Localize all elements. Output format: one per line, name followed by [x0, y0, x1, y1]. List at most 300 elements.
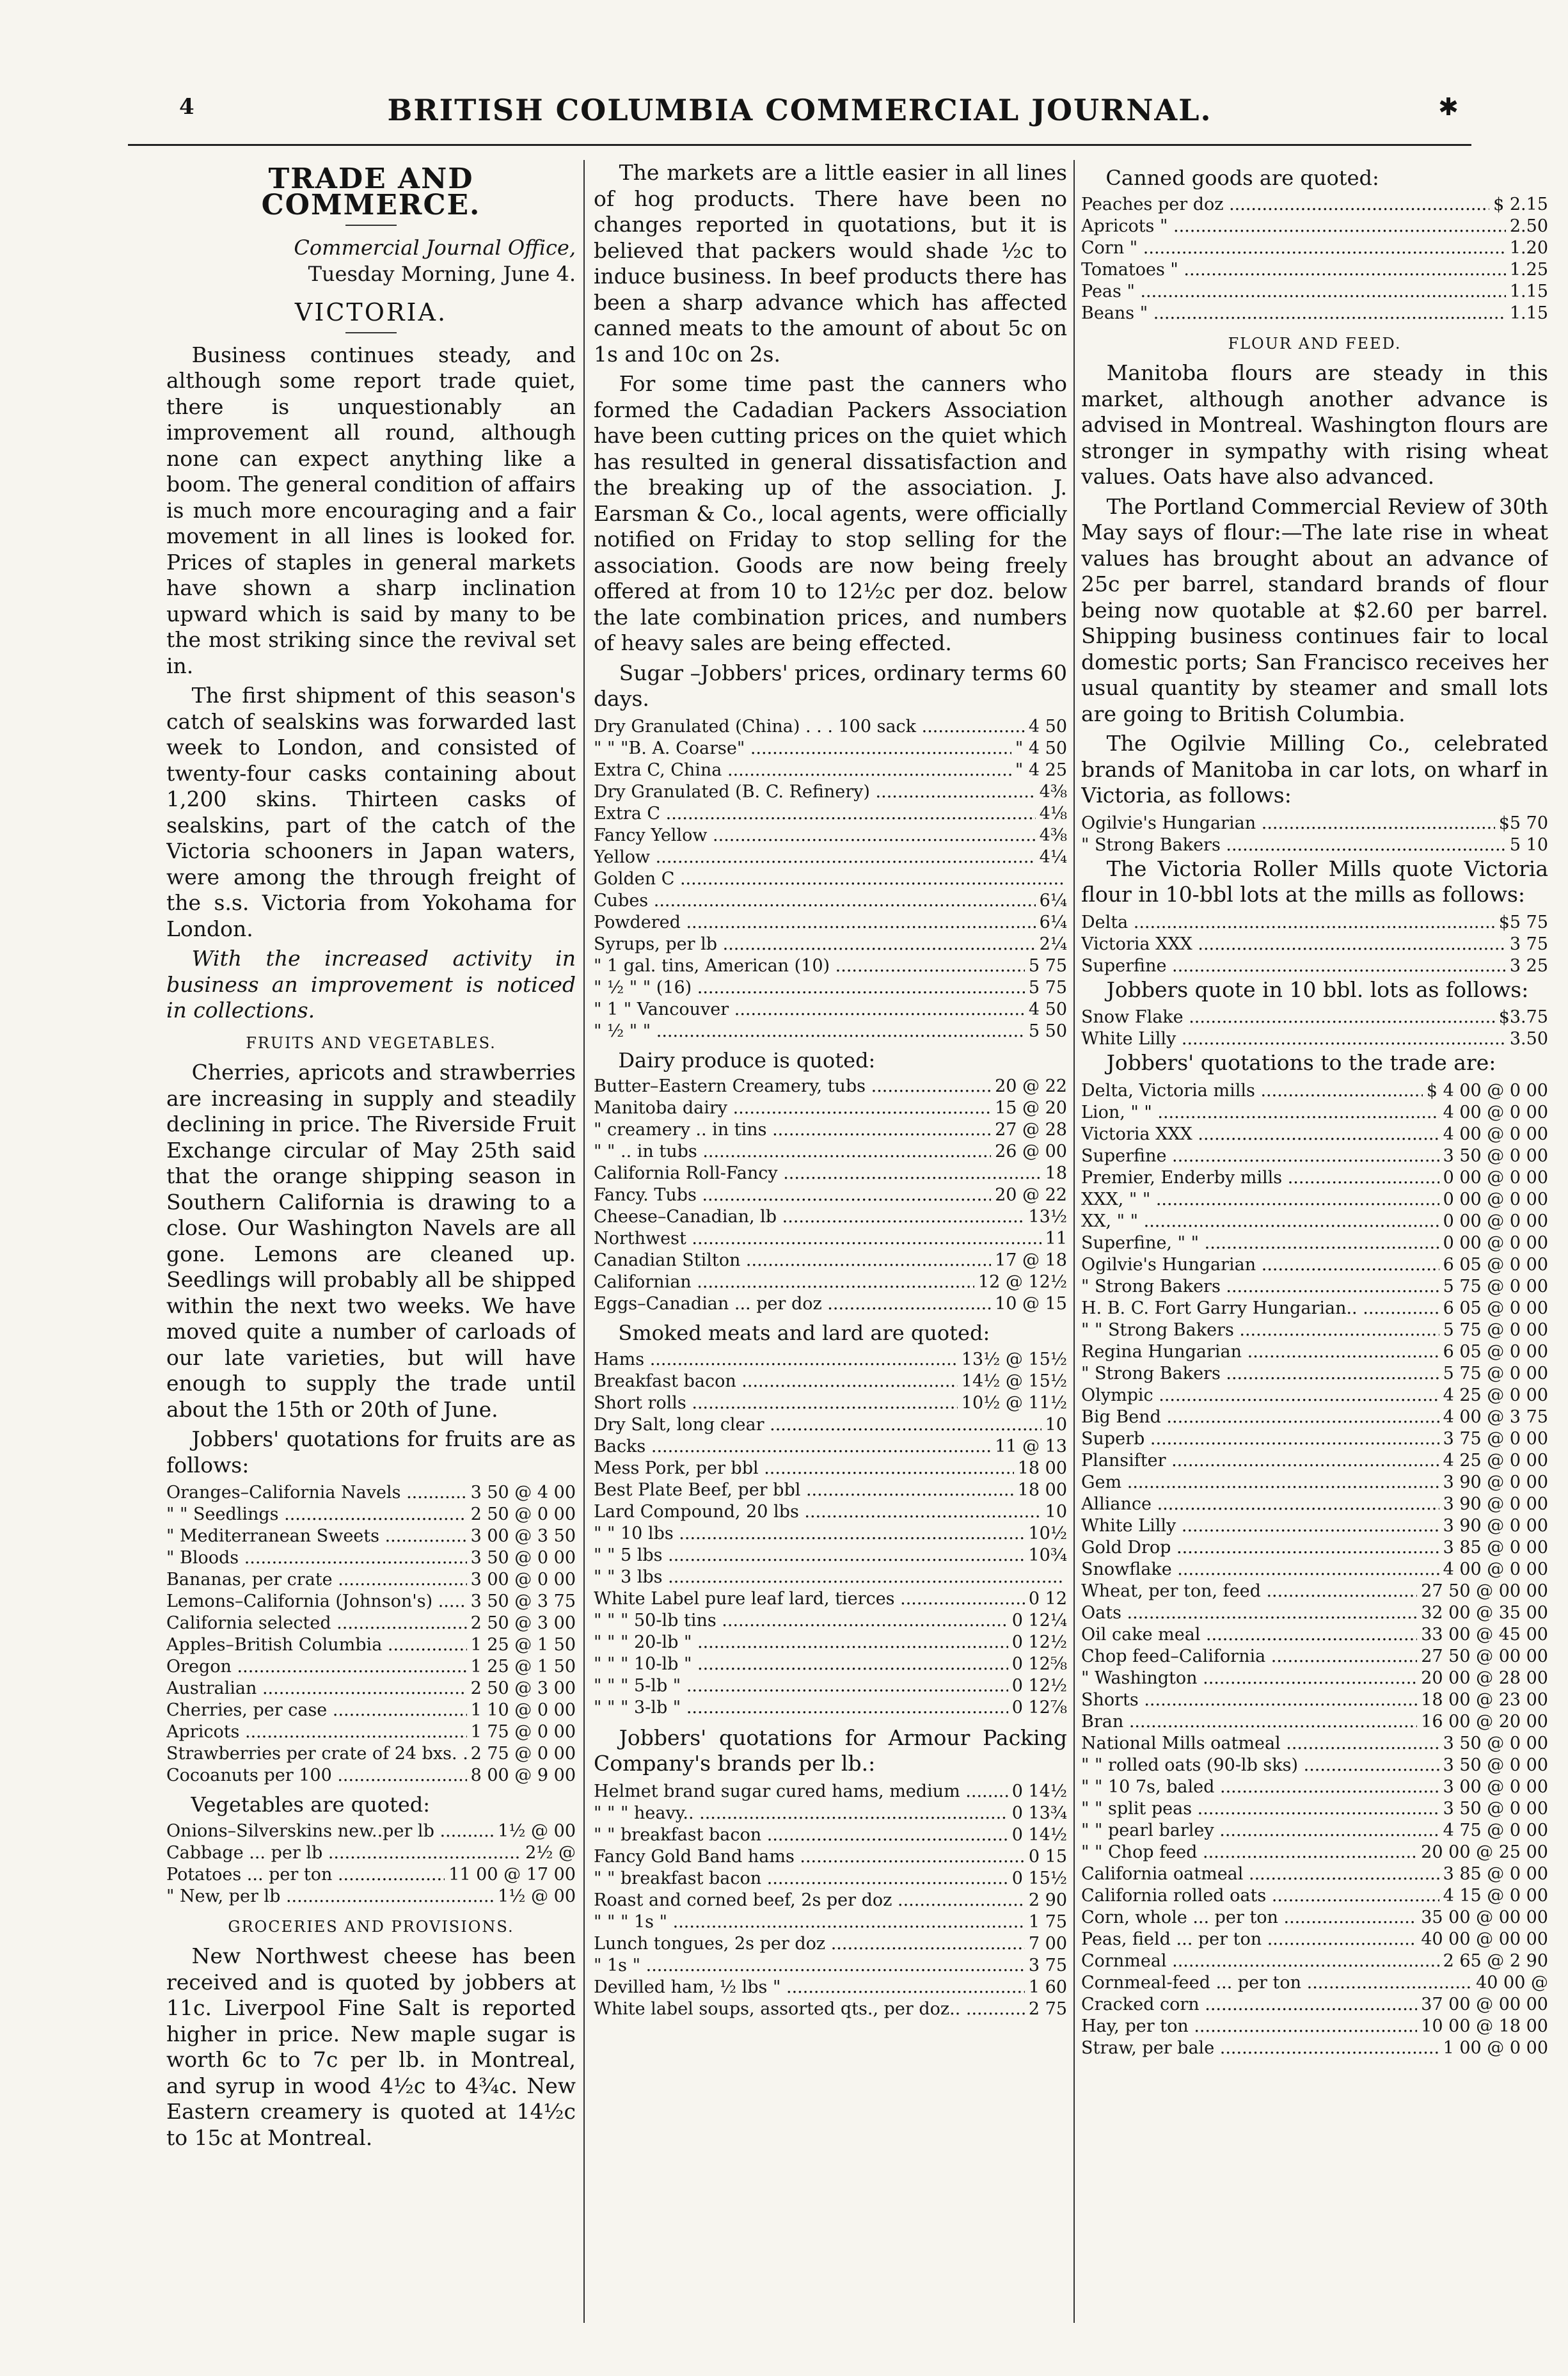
- price-row: [1081, 1515, 1548, 1537]
- item-price: 3 50 @ 0 00: [1443, 1733, 1548, 1753]
- price-row: [1081, 1189, 1548, 1211]
- item-label: Backs .....: [594, 1436, 991, 1458]
- price-row: [594, 1523, 1067, 1545]
- price-row: [1081, 1080, 1548, 1102]
- price-row: [1081, 1602, 1548, 1624]
- fruits-table: [166, 1482, 576, 1787]
- item-price: 1 25 @ 1 50: [470, 1635, 576, 1655]
- price-row: [166, 1569, 576, 1591]
- item-price: 40 00 @: [1476, 1972, 1548, 1993]
- item-price: 3 00 @ 0 00: [1443, 1776, 1548, 1797]
- item-price: 18 00: [1017, 1479, 1067, 1500]
- item-price: 6 05 @ 0 00: [1443, 1254, 1548, 1275]
- item-label: Victoria XXX .....: [1081, 1124, 1439, 1145]
- item-price: 5 75 @ 0 00: [1443, 1276, 1548, 1296]
- item-label: " " " 5-lb " .....: [594, 1675, 1008, 1697]
- item-price: 5 75 @ 0 00: [1443, 1320, 1548, 1340]
- item-price: 10½: [1028, 1523, 1067, 1543]
- item-price: 18: [1045, 1163, 1067, 1183]
- item-label: Cubes .....: [594, 890, 1036, 912]
- armour-table: [594, 1781, 1067, 2020]
- price-row: [166, 1700, 576, 1721]
- price-row: [594, 1293, 1067, 1315]
- item-label: Lard Compound, 20 lbs .....: [594, 1501, 1041, 1523]
- item-price: 2 90: [1028, 1890, 1067, 1910]
- price-row: [594, 1097, 1067, 1119]
- item-price: 3 75: [1028, 1955, 1067, 1975]
- paragraph-canners: For some time past the canners who formed the Cadadian Packers Association have been cutting prices on the quiet which has resulted in general dissatisfaction and the breaking up of the association. J. Earsman & Co., local agents, were officially notified on Friday to stop selling for the association. Goods are now being freely offered at from 10 to 12½c per doz. below the late combination prices, and numbers of heavy sales are being effected.: [594, 371, 1067, 655]
- item-price: 3.50: [1509, 1029, 1548, 1049]
- price-row: [594, 1163, 1067, 1184]
- price-row: [1081, 1363, 1548, 1385]
- item-price: 0 00 @ 0 00: [1443, 1189, 1548, 1209]
- item-price: 5 50: [1028, 1021, 1067, 1041]
- item-price: $ 2.15: [1493, 194, 1548, 214]
- item-label: Superfine .....: [1081, 955, 1506, 977]
- item-label: Delta .....: [1081, 912, 1495, 934]
- item-label: Dry Granulated (China) . . . 100 sack .....: [594, 716, 1025, 738]
- price-row: [1081, 1450, 1548, 1472]
- item-label: Australian .....: [166, 1678, 467, 1700]
- price-row: [1081, 1581, 1548, 1602]
- price-row: [1081, 1863, 1548, 1885]
- item-price: 1 10 @ 0 00: [470, 1700, 576, 1720]
- item-label: White Lilly .....: [1081, 1028, 1506, 1050]
- price-row: [594, 803, 1067, 825]
- item-label: Cornmeal .....: [1081, 1950, 1439, 1972]
- item-label: Bran .....: [1081, 1711, 1417, 1733]
- price-row: [1081, 259, 1548, 281]
- price-row: [1081, 1755, 1548, 1776]
- item-price: 3 75 @ 0 00: [1443, 1428, 1548, 1449]
- column-2: [594, 160, 1067, 2348]
- item-price: 4 00 @ 0 00: [1443, 1124, 1548, 1144]
- price-row: [594, 1392, 1067, 1414]
- item-price: 1 25 @ 1 50: [470, 1657, 576, 1677]
- item-price: 13½: [1028, 1207, 1067, 1227]
- price-row: [594, 825, 1067, 847]
- item-price: 18 00 @ 23 00: [1421, 1689, 1548, 1710]
- item-label: Chop feed–California .....: [1081, 1646, 1417, 1668]
- price-row: [594, 1911, 1067, 1933]
- price-row: [1081, 1428, 1548, 1450]
- item-label: White Label pure leaf lard, tierces .....: [594, 1588, 1025, 1610]
- item-price: 4¼: [1039, 847, 1067, 867]
- item-price: 15 @ 20: [995, 1098, 1067, 1118]
- item-price: 4 50: [1028, 716, 1067, 737]
- item-price: 1.15: [1509, 281, 1548, 301]
- item-label: Fancy. Tubs .....: [594, 1184, 991, 1206]
- item-price: 0 12½: [1011, 1632, 1067, 1652]
- item-price: 3 50 @ 0 00: [1443, 1145, 1548, 1166]
- price-row: [594, 1458, 1067, 1479]
- item-price: 6¼: [1039, 912, 1067, 932]
- item-label: " Strong Bakers .....: [1081, 1363, 1439, 1385]
- item-label: California oatmeal .....: [1081, 1863, 1439, 1885]
- groceries-heading: GROCERIES AND PROVISIONS.: [228, 1917, 514, 1936]
- price-row: [594, 760, 1067, 781]
- item-price: 2 50 @ 3 00: [470, 1678, 576, 1698]
- price-row: [594, 1933, 1067, 1955]
- item-label: " " " 3-lb " .....: [594, 1697, 1008, 1719]
- item-label: Oats .....: [1081, 1602, 1417, 1624]
- item-price: 0 00 @ 0 00: [1443, 1232, 1548, 1253]
- item-price: 2 50 @ 0 00: [470, 1504, 576, 1524]
- item-price: 32 00 @ 35 00: [1421, 1602, 1548, 1623]
- price-row: [166, 1613, 576, 1634]
- item-label: Eggs–Canadian ... per doz .....: [594, 1293, 991, 1315]
- sugar-table: [594, 716, 1067, 1042]
- price-row: [1081, 1167, 1548, 1189]
- price-row: [1081, 1124, 1548, 1145]
- item-label: Lion, " " .....: [1081, 1102, 1439, 1124]
- item-label: Manitoba dairy .....: [594, 1097, 991, 1119]
- item-price: 4 00 @ 3 75: [1443, 1407, 1548, 1427]
- item-label: Ogilvie's Hungarian .....: [1081, 813, 1495, 834]
- item-price: 8 00 @ 9 00: [470, 1766, 576, 1785]
- armour-intro: Jobbers' quotations for Armour Packing Company's brands per lb.:: [594, 1725, 1067, 1776]
- price-row: [594, 1371, 1067, 1392]
- price-row: [1081, 303, 1548, 324]
- item-price: 2.50: [1509, 216, 1548, 236]
- roller-mills-table: [1081, 912, 1548, 977]
- price-row: [594, 1545, 1067, 1567]
- price-row: [594, 1654, 1067, 1675]
- item-price: 27 50 @ 00 00: [1421, 1581, 1548, 1601]
- item-label: Helmet brand sugar cured hams, medium .....: [594, 1781, 1008, 1803]
- price-row: [594, 1868, 1067, 1890]
- column-1: [166, 160, 576, 2348]
- price-row: [1081, 2037, 1548, 2059]
- item-label: " ½ " " (16) .....: [594, 977, 1025, 999]
- paragraph-fruits: Cherries, apricots and strawberries are increasing in supply and steadily declining in price. The Riverside Fruit Exchange circular of May 25th said that the orange shipping season in Southern California is drawing to a close. Our Washington Navels are all gone. Lemons are cleaned up. Seedlings will probably all be shipped within the next two weeks. We have moved quite a number of carloads of our late varieties, but will have enough to supply the trade until about the 15th or 20th of June.: [166, 1060, 576, 1422]
- price-row: [594, 977, 1067, 999]
- price-row: [1081, 1624, 1548, 1646]
- item-price: 2½ @: [525, 1842, 576, 1863]
- item-price: 3 50 @ 3 75: [470, 1591, 576, 1611]
- item-label: Dry Salt, long clear .....: [594, 1414, 1041, 1436]
- item-label: Apples–British Columbia .....: [166, 1634, 467, 1656]
- item-label: Lemons–California (Johnson's) .....: [166, 1591, 467, 1613]
- item-price: [1063, 1567, 1067, 1588]
- item-label: " Mediterranean Sweets .....: [166, 1526, 467, 1547]
- item-label: " " .. in tubs .....: [594, 1141, 991, 1163]
- price-row: [1081, 281, 1548, 303]
- item-price: 35 00 @ 00 00: [1421, 1907, 1548, 1927]
- item-label: Wheat, per ton, feed .....: [1081, 1581, 1417, 1602]
- item-price: 6¼: [1039, 890, 1067, 911]
- item-label: Beans " .....: [1081, 303, 1506, 324]
- price-row: [594, 890, 1067, 912]
- ogilvie-table: [1081, 813, 1548, 856]
- price-row: [594, 1501, 1067, 1523]
- price-row: [594, 1803, 1067, 1824]
- item-label: " " 10 7s, baled .....: [1081, 1776, 1439, 1798]
- fruits-heading: FRUITS AND VEGETABLES.: [246, 1033, 496, 1052]
- price-row: [594, 1349, 1067, 1371]
- price-row: [594, 1076, 1067, 1097]
- item-price: 5 75: [1028, 977, 1067, 998]
- price-row: [1081, 1733, 1548, 1755]
- page-header: [128, 86, 1471, 146]
- price-row: [1081, 1276, 1548, 1298]
- price-row: [594, 955, 1067, 977]
- dairy-intro: Dairy produce is quoted:: [618, 1048, 876, 1072]
- item-label: White label soups, assorted qts., per doz.. .....: [594, 1998, 1025, 2020]
- price-row: [1081, 1885, 1548, 1907]
- item-price: 1 75 @ 0 00: [470, 1722, 576, 1742]
- price-row: [1081, 1559, 1548, 1581]
- dateline-date: Tuesday Morning, June 4.: [308, 261, 576, 286]
- price-row: [1081, 934, 1548, 955]
- price-row: [594, 1697, 1067, 1719]
- item-price: 4 25 @ 0 00: [1443, 1450, 1548, 1471]
- item-price: 4 50: [1028, 999, 1067, 1019]
- item-price: 3 75: [1509, 934, 1548, 954]
- item-price: $5 70: [1498, 813, 1548, 833]
- item-price: 0 00 @ 0 00: [1443, 1167, 1548, 1188]
- item-label: " " breakfast bacon .....: [594, 1868, 1008, 1890]
- price-row: [594, 1824, 1067, 1846]
- price-row: [1081, 834, 1548, 856]
- price-row: [1081, 1211, 1548, 1232]
- item-price: 4⅜: [1039, 825, 1067, 845]
- price-row: [1081, 1537, 1548, 1559]
- item-label: California Roll-Fancy .....: [594, 1163, 1041, 1184]
- price-row: [1081, 1929, 1548, 1950]
- veg-intro: Vegetables are quoted:: [191, 1792, 431, 1817]
- item-price: 1 60: [1028, 1977, 1067, 1997]
- price-row: [1081, 1028, 1548, 1050]
- item-label: " " rolled oats (90-lb sks) .....: [1081, 1755, 1439, 1776]
- item-price: 27 @ 28: [995, 1120, 1067, 1140]
- sugar-intro: Sugar –Jobbers' prices, ordinary terms 60 days.: [594, 660, 1067, 711]
- item-label: " " split peas .....: [1081, 1798, 1439, 1820]
- item-price: 0 12¼: [1011, 1610, 1067, 1631]
- item-label: White Lilly .....: [1081, 1515, 1439, 1537]
- paragraph-business: Business continues steady, and although some report trade quiet, there is unquestionably an improvement all round, although none can expect anything like a boom. The general condition of affairs is much more encouraging and a fair movement in all lines is looked for. Prices of staples in general markets have shown a sharp inclination upward which is said by many to be the most striking since the revival set in.: [166, 342, 576, 678]
- price-row: [1081, 1341, 1548, 1363]
- price-row: [594, 1998, 1067, 2020]
- veg-table: [166, 1821, 576, 1908]
- item-label: " " pearl barley .....: [1081, 1820, 1439, 1842]
- item-label: Snowflake .....: [1081, 1559, 1439, 1581]
- item-label: " 1 " Vancouver .....: [594, 999, 1025, 1021]
- price-row: [1081, 1711, 1548, 1733]
- item-label: Peas, field ... per ton .....: [1081, 1929, 1417, 1950]
- smoked-table: [594, 1349, 1067, 1719]
- divider: [345, 225, 397, 226]
- item-label: Straw, per bale .....: [1081, 2037, 1439, 2059]
- item-label: " " 10 lbs .....: [594, 1523, 1024, 1545]
- item-label: Fancy Yellow .....: [594, 825, 1036, 847]
- item-label: XXX, " " .....: [1081, 1189, 1439, 1211]
- price-row: [1081, 1320, 1548, 1341]
- item-price: 0 14½: [1011, 1824, 1067, 1845]
- price-row: [166, 1591, 576, 1613]
- item-price: 3 50 @ 0 00: [1443, 1798, 1548, 1819]
- paragraph-ogilvie: The Ogilvie Milling Co., celebrated brands of Manitoba in car lots, on wharf in Victoria, as follows:: [1081, 731, 1548, 808]
- flour-heading: FLOUR AND FEED.: [1228, 334, 1402, 353]
- price-row: [166, 1721, 576, 1743]
- price-row: [1081, 1972, 1548, 1994]
- item-price: 4 15 @ 0 00: [1443, 1885, 1548, 1906]
- item-price: 3 90 @ 0 00: [1443, 1494, 1548, 1514]
- item-label: Premier, Enderby mills .....: [1081, 1167, 1439, 1189]
- item-price: 26 @ 00: [995, 1142, 1067, 1161]
- item-label: Superfine, " " .....: [1081, 1232, 1439, 1254]
- price-row: [166, 1864, 576, 1886]
- price-row: [1081, 1994, 1548, 2016]
- item-price: 6 05 @ 0 00: [1443, 1341, 1548, 1362]
- item-label: Olympic .....: [1081, 1385, 1439, 1407]
- price-row: [1081, 1776, 1548, 1798]
- item-label: Oranges–California Navels .....: [166, 1482, 467, 1504]
- corner-mark: ✱: [1438, 93, 1459, 121]
- item-label: Apricots " .....: [1081, 216, 1506, 237]
- item-price: 3 50 @ 0 00: [470, 1548, 576, 1568]
- item-label: Syrups, per lb .....: [594, 934, 1036, 955]
- item-label: " Washington .....: [1081, 1668, 1417, 1689]
- item-price: 7 00: [1028, 1933, 1067, 1954]
- item-label: " New, per lb .....: [166, 1886, 494, 1908]
- item-label: Hay, per ton .....: [1081, 2016, 1417, 2037]
- paragraph-portland: The Portland Commercial Review of 30th May says of flour:—The late rise in wheat values has brought about an advance of 25c per barrel, standard brands of flour being now quotable at $2.60 per barrel. Shipping business continues fair to local domestic ports; San Francisco receives her usual quantity by steamer and small lots are going to British Columbia.: [1081, 493, 1548, 726]
- item-price: 3 90 @ 0 00: [1443, 1472, 1548, 1492]
- item-price: 3 85 @ 0 00: [1443, 1863, 1548, 1884]
- item-label: Plansifter .....: [1081, 1450, 1439, 1472]
- item-price: 2¼: [1039, 934, 1067, 954]
- price-row: [1081, 1907, 1548, 1929]
- item-label: " " Chop feed .....: [1081, 1842, 1417, 1863]
- item-label: " " " 50-lb tins .....: [594, 1610, 1008, 1632]
- item-price: [1063, 868, 1067, 890]
- item-price: 2 75: [1028, 1998, 1067, 2019]
- item-price: 16 00 @ 20 00: [1421, 1711, 1548, 1732]
- item-label: Bananas, per crate .....: [166, 1569, 467, 1591]
- item-price: 10 @ 15: [995, 1294, 1067, 1314]
- item-label: Californian .....: [594, 1272, 974, 1293]
- trade-table: [1081, 1080, 1548, 2059]
- item-label: " Bloods .....: [166, 1547, 467, 1569]
- price-row: [594, 1610, 1067, 1632]
- item-price: 5 75 @ 0 00: [1443, 1363, 1548, 1383]
- price-row: [166, 1765, 576, 1787]
- dairy-table: [594, 1076, 1067, 1315]
- price-row: [166, 1656, 576, 1678]
- item-label: Oregon .....: [166, 1656, 467, 1678]
- item-label: Breakfast bacon .....: [594, 1371, 958, 1392]
- item-price: 0 14½: [1011, 1781, 1067, 1801]
- item-price: 2 65 @ 2 90: [1443, 1950, 1548, 1971]
- price-row: [1081, 1254, 1548, 1276]
- item-price: 4 00 @ 0 00: [1443, 1102, 1548, 1122]
- item-label: " Strong Bakers .....: [1081, 834, 1506, 856]
- item-price: 6 05 @ 0 00: [1443, 1298, 1548, 1318]
- item-price: 0 15½: [1011, 1868, 1067, 1888]
- paragraph-roller-mills: The Victoria Roller Mills quote Victoria flour in 10-bbl lots at the mills as follows:: [1081, 856, 1548, 907]
- item-price: 4 25 @ 0 00: [1443, 1385, 1548, 1405]
- item-price: 20 00 @ 28 00: [1421, 1668, 1548, 1688]
- page-number: 4: [179, 94, 194, 120]
- item-label: Alliance .....: [1081, 1494, 1439, 1515]
- item-price: 10 00 @ 18 00: [1421, 2016, 1548, 2036]
- victoria-heading: VICTORIA.: [294, 298, 448, 326]
- price-row: [594, 1228, 1067, 1250]
- item-label: Superfine .....: [1081, 1145, 1439, 1167]
- item-label: " " "B. A. Coarse" .....: [594, 738, 1011, 760]
- item-price: 37 00 @ 00 00: [1421, 1994, 1548, 2014]
- item-label: Yellow .....: [594, 847, 1036, 868]
- item-label: Lunch tongues, 2s per doz .....: [594, 1933, 1025, 1955]
- price-row: [594, 1955, 1067, 1977]
- price-row: [594, 868, 1067, 890]
- price-row: [1081, 216, 1548, 237]
- price-row: [166, 1547, 576, 1569]
- price-row: [594, 847, 1067, 868]
- item-price: 4⅛: [1039, 803, 1067, 824]
- column-3: [1081, 160, 1548, 2348]
- item-label: Potatoes ... per ton .....: [166, 1864, 445, 1886]
- canned-intro: Canned goods are quoted:: [1105, 166, 1379, 190]
- item-label: Corn, whole ... per ton .....: [1081, 1907, 1417, 1929]
- trade-heading: TRADE AND COMMERCE.: [261, 163, 481, 221]
- item-label: Snow Flake .....: [1081, 1007, 1495, 1028]
- item-label: " " " 20-lb " .....: [594, 1632, 1008, 1654]
- item-label: " " Seedlings .....: [166, 1504, 467, 1526]
- paragraph-sealskins: The first shipment of this season's catch of sealskins was forwarded last week to London, and consisted of twenty-four casks containing about 1,200 skins. Thirteen casks of sealskins, part of the catch of the Victoria schooners in Japan waters, were among the through freight of the s.s. Victoria from Yokohama for London.: [166, 683, 576, 941]
- item-price: " 4 50: [1015, 738, 1067, 758]
- item-label: California selected .....: [166, 1613, 467, 1634]
- price-row: [1081, 237, 1548, 259]
- price-row: [594, 1021, 1067, 1042]
- price-row: [1081, 1820, 1548, 1842]
- item-label: " " " 1s " .....: [594, 1911, 1025, 1933]
- item-label: Oil cake meal .....: [1081, 1624, 1417, 1646]
- item-price: 3 25: [1509, 955, 1548, 976]
- item-label: Powdered .....: [594, 912, 1036, 934]
- item-price: 18 00: [1017, 1458, 1067, 1478]
- paragraph-hog: The markets are a little easier in all lines of hog products. There have been no changes reported in quotations, but it is believed that packers would shade ½c to induce business. In beef products there has been a sharp advance which has affected canned meats to the amount of about 5c on 1s and 10c on 2s.: [594, 160, 1067, 367]
- price-row: [1081, 813, 1548, 834]
- price-row: [1081, 1102, 1548, 1124]
- item-label: H. B. C. Fort Garry Hungarian.. .....: [1081, 1298, 1439, 1320]
- item-price: 3 50 @ 0 00: [1443, 1755, 1548, 1775]
- item-label: Butter–Eastern Creamery, tubs .....: [594, 1076, 991, 1097]
- price-row: [594, 1977, 1067, 1998]
- item-label: Onions–Silverskins new..per lb .....: [166, 1821, 494, 1842]
- column-rule-2: [1073, 160, 1075, 2323]
- price-row: [594, 1250, 1067, 1272]
- price-row: [1081, 955, 1548, 977]
- item-label: Ogilvie's Hungarian .....: [1081, 1254, 1439, 1276]
- price-row: [594, 1846, 1067, 1868]
- price-row: [1081, 1950, 1548, 1972]
- price-row: [594, 1414, 1067, 1436]
- item-label: Canadian Stilton .....: [594, 1250, 991, 1272]
- item-price: $5 75: [1498, 912, 1548, 932]
- item-price: 5 10: [1509, 834, 1548, 855]
- item-price: 0 12: [1028, 1588, 1067, 1609]
- item-label: Corn " .....: [1081, 237, 1506, 259]
- item-price: 3 85 @ 0 00: [1443, 1537, 1548, 1558]
- item-price: 4 75 @ 0 00: [1443, 1820, 1548, 1840]
- item-label: Gold Drop .....: [1081, 1537, 1439, 1559]
- dateline-office: Commercial Journal Office,: [294, 235, 576, 260]
- price-row: [594, 934, 1067, 955]
- canned-table: [1081, 194, 1548, 324]
- item-price: 20 @ 22: [995, 1076, 1067, 1096]
